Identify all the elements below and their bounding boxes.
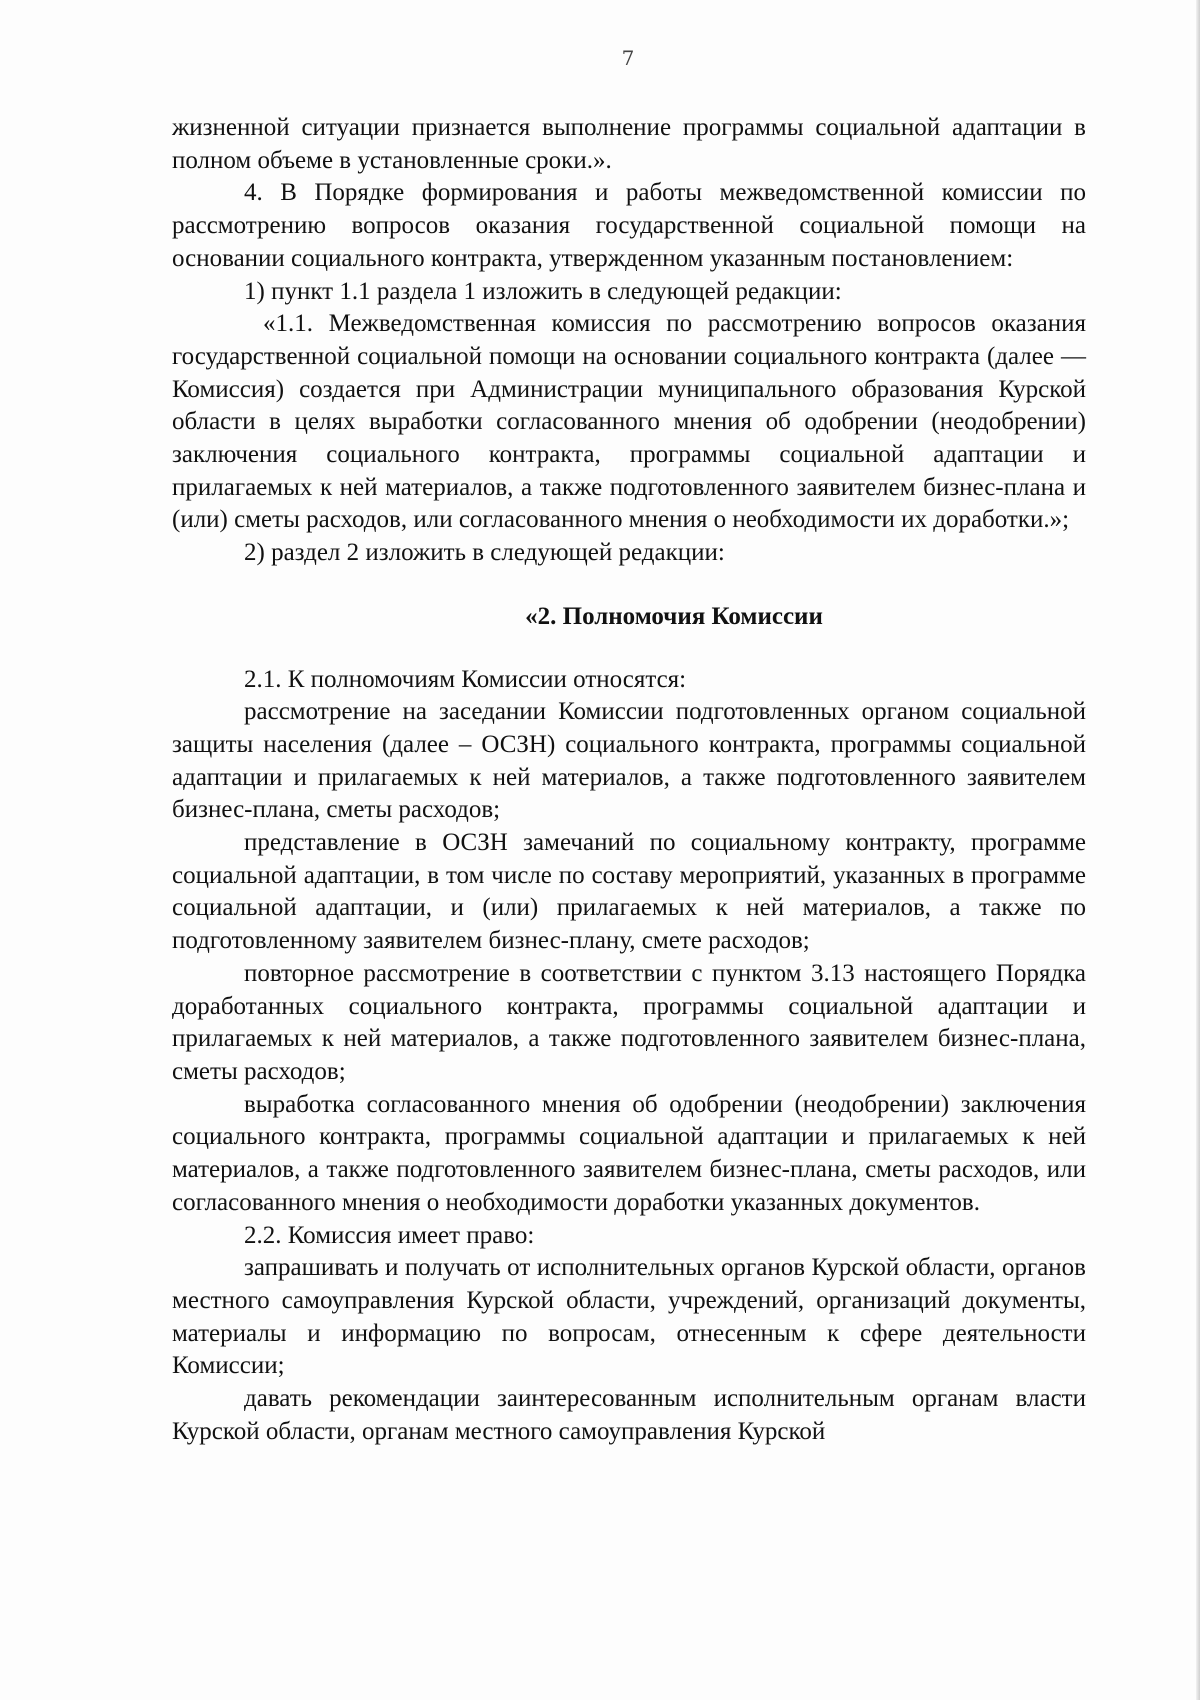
paragraph: повторное рассмотрение в соответствии с пунктом 3.13 настоящего Порядка доработанных социального контракта, программы социальной адаптации и прилагаемых к ней материалов, а также подготовленного заявителем бизнес-плана, сметы расходов; [172,959,1086,1085]
paragraph: 1) пункт 1.1 раздела 1 изложить в следующей редакции: [244,277,842,305]
paragraph: выработка согласованного мнения об одобрении (неодобрении) заключения социального контракта, программы социальной адаптации и прилагаемых к ней материалов, а также подготовленного заявителем бизнес-плана, сметы расходов, или согласованного мнения о необходимости доработки указанных документов. [172,1090,1086,1216]
section-heading: «2. Полномочия Комиссии [525,602,823,630]
paragraph-quote: «1.1. Межведомственная комиссия по рассмотрению вопросов оказания государственной социальной помощи на основании социального контракта (далее — Комиссия) создается при Администрации муниципального образования Курской области в целях выработки согласованного мнения об одобрении (неодобрении) заключения социального контракта, программы социальной адаптации и прилагаемых к ней материалов, а также подготовленного заявителем бизнес-плана и (или) сметы расходов, или согласованного мнения о необходимости их доработки.»; [172,310,1086,534]
paragraph: 4. В Порядке формирования и работы межведомственной комиссии по рассмотрению вопросов оказания государственной социальной помощи на основании социального контракта, утвержденном указанным постановлением: [172,179,1086,272]
paragraph: 2) раздел 2 изложить в следующей редакции: [244,539,725,567]
scan-edge-shadow [1196,0,1200,1700]
paragraph: 2.2. Комиссия имеет право: [244,1221,535,1249]
page-number: 7 [621,46,635,70]
paragraph: 2.1. К полномочиям Комиссии относятся: [244,665,687,693]
paragraph: запрашивать и получать от исполнительных органов Курской области, органов местного самоуправления Курской области, учреждений, организаций документы, материалы и информацию по вопросам, отнесенным к сфере деятельности Комиссии; [172,1254,1086,1380]
paragraph: жизненной ситуации признается выполнение программы социальной адаптации в полном объеме в установленные сроки.». [172,114,1086,174]
document-body [172,112,1086,1448]
paragraph: рассмотрение на заседании Комиссии подготовленных органом социальной защиты населения (далее – ОСЗН) социального контракта, программы социальной адаптации и прилагаемых к ней материалов, а также подготовленного заявителем бизнес-плана, сметы расходов; [172,698,1086,824]
paragraph: представление в ОСЗН замечаний по социальному контракту, программе социальной адаптации, в том числе по составу мероприятий, указанных в программе социальной адаптации, и (или) прилагаемых к ней материалов, а также по подготовленному заявителем бизнес-плану, смете расходов; [172,829,1086,955]
paragraph: давать рекомендации заинтересованным исполнительным органам власти Курской области, органам местного самоуправления Курской [172,1385,1086,1445]
